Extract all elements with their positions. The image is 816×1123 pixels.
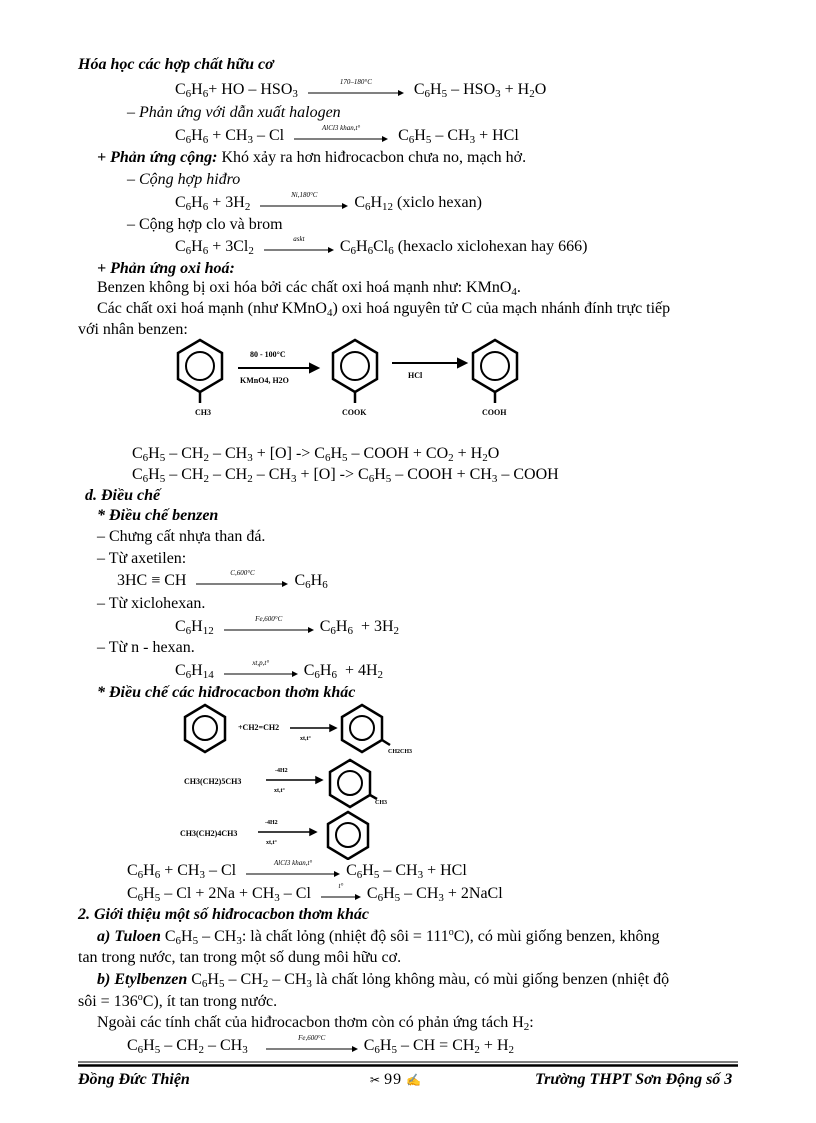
footer-author: Đồng Đức Thiện (78, 1071, 190, 1088)
r1-product-label: CH2CH3 (388, 749, 412, 755)
equation-acetylene: 3HC ≡ CH C,600°C $C_6H_6$ (117, 569, 328, 591)
r2-reactant: CH3(CH2)5CH3 (184, 777, 242, 786)
other-aromatics-figure (170, 700, 430, 860)
equation-sulfonation: $C_6H_6+$ HO – $HSO_3$ 170–180°C $C_6H_5 - HSO_3 + H_2O$ (175, 78, 547, 100)
equation-other-1: $C_6H_6 + CH_3 - Cl$ AlCl3 khan,t° $C_6H_5 - CH_3$ + HCl (127, 859, 467, 881)
r2-arrow (266, 777, 322, 783)
reaction-arrow: Ni,180°C (260, 194, 348, 212)
prep-acetylene: – Từ axetilen: (97, 550, 187, 567)
reaction-arrow: xt,p,t° (224, 662, 298, 680)
reaction-arrow: askt (264, 238, 334, 256)
r1-condition: xt,t° (300, 736, 311, 742)
equation-other-2: $C_6H_5 - Cl + 2Na + CH_3 - Cl$ t° $C_6H_5 - CH_3$ + 2NaCl (127, 882, 503, 904)
prep-benzene-heading: * Điều chế benzen (97, 507, 219, 524)
arrow-1 (238, 364, 318, 372)
r1-reagent: +CH2=CH2 (238, 723, 280, 732)
reaction-arrow: AlCl3 khan,t° (246, 862, 340, 880)
substituent-ch3: CH3 (195, 408, 211, 417)
scissors-left-icon: ✂ (370, 1073, 381, 1087)
oxidation-heading: + Phản ứng oxi hoá: (97, 260, 235, 277)
addition-paragraph: + Phản ứng cộng: Khó xảy ra hơn hiđrocacbon chưa no, mạch hở. (97, 149, 527, 166)
prep-cyclohexane: – Từ xiclohexan. (97, 595, 206, 612)
r2-top-label: -4H2 (275, 768, 288, 774)
arrow-2 (392, 359, 466, 367)
section-2-heading: 2. Giới thiệu một số hiđrocacbon thơm khác (78, 906, 369, 923)
oxidation-paragraph-1: Benzen không bị oxi hóa bởi các chất oxi hoá mạnh như: KMnO$_4$. (97, 279, 521, 298)
header-title: Hóa học các hợp chất hữu cơ (78, 56, 274, 73)
reaction-arrow: Fe,600°C (266, 1037, 358, 1055)
benzene-ring-product-3 (328, 812, 368, 859)
preparation-heading: d. Điều chế (85, 487, 161, 504)
ethylbenzene-paragraph-2: sôi = $136^oC$), ít tan trong nước. (78, 992, 278, 1010)
r2-condition: xt,t° (274, 788, 285, 794)
oxidation-paragraph-2b: với nhân benzen: (78, 321, 188, 338)
benzene-ring-2 (333, 340, 377, 403)
equation-chlorination: $C_6H_6 + 3Cl_2$ askt $C_6H_6Cl_6$ (hexaclo xiclohexan hay 666) (175, 235, 588, 257)
benzene-ring-1 (178, 340, 222, 403)
hydrogen-heading: – Cộng hợp hiđro (127, 171, 241, 188)
equation-alkylation: $C_6H_6 + CH_3 - Cl$ AlCl3 khan,t° $C_6H_5 - CH_3$ + HCl (175, 124, 519, 146)
toluene-paragraph-1: a) Tuloen $C_6H_5 - CH_3$: là chất lỏng (nhiệt độ sôi = $111^oC$), có mùi giống benzen, không (97, 927, 660, 947)
benzene-ring-3 (473, 340, 517, 403)
equation-cyclohexane: $C_6H_{12}$ Fe,600°C $C_6H_6 + 3H_2$ (175, 615, 400, 637)
r3-arrow (258, 829, 316, 835)
halogen-derivative-heading: – Phản ứng với dẫn xuất halogen (127, 104, 341, 121)
oxidation-paragraph-2a: Các chất oxi hoá mạnh (như KMnO$_4$) oxi hoá nguyên tử C của mạch nhánh đính trực tiếp (97, 300, 671, 319)
prep-coal-tar: – Chưng cất nhựa than đá. (97, 528, 266, 545)
r3-reactant: CH3(CH2)4CH3 (180, 829, 238, 838)
pencil-icon: ✍ (406, 1073, 422, 1087)
reaction-arrow: Fe,600°C (224, 618, 314, 636)
footer-divider (78, 1060, 738, 1068)
equation-hydrogenation: $C_6H_6 + 3H_2$ Ni,180°C $C_6H_{12}$ (xiclo hexan) (175, 191, 482, 213)
dehydrogenation-text: Ngoài các tính chất của hiđrocacbon thơm còn có phản ứng tách $H_2$: (97, 1014, 534, 1033)
reaction-arrow: AlCl3 khan,t° (294, 127, 388, 145)
r3-top-label: -4H2 (265, 820, 278, 826)
substituent-cooh: COOH (482, 408, 507, 417)
reaction-arrow: t° (321, 885, 361, 903)
oxidation-equation-2: $C_6H_5 - CH_2 - CH_2 - CH_3 + [O] -> C_6H_5$ – COOH + $CH_3$ – COOH (132, 466, 559, 485)
prep-other-heading: * Điều chế các hiđrocacbon thơm khác (97, 684, 356, 701)
prep-hexane: – Từ n - hexan. (97, 639, 195, 656)
arrow-1-top-label: 80 - 100°C (250, 350, 286, 359)
equation-dehydrogenation: $C_6H_5 - CH_2 - CH_3$ Fe,600°C $C_6H_5$ – CH = $CH_2 + H_2$ (127, 1034, 514, 1056)
benzene-ring-toluene (330, 760, 377, 807)
toluene-paragraph-2: tan trong nước, tan trong một số dung môi hữu cơ. (78, 949, 402, 966)
ethylbenzene-paragraph-1: b) Etylbenzen $C_6H_5 - CH_2 - CH_3$ là chất lỏng không màu, có mùi giống benzen (nhiệt độ (97, 971, 670, 990)
halogen-heading: – Cộng hợp clo và brom (127, 216, 283, 233)
footer-page: ✂ 99 ✍ (370, 1071, 422, 1088)
benzene-ring-reactant (185, 705, 225, 752)
reaction-arrow: C,600°C (196, 572, 288, 590)
benzene-ring-ethyl (342, 705, 390, 752)
reaction-arrow: 170–180°C (308, 81, 404, 99)
oxidation-scheme-figure (170, 335, 530, 425)
r2-product-label: CH3 (375, 800, 387, 806)
arrow-1-bottom-label: KMnO4, H2O (240, 376, 289, 385)
substituent-cook: COOK (342, 408, 367, 417)
r1-arrow (290, 725, 336, 731)
footer-school: Trường THPT Sơn Động số 3 (535, 1071, 733, 1088)
oxidation-equation-1: $C_6H_5 - CH_2 - CH_3 + [O] -> C_6H_5$ – COOH + $CO_2 + H_2O$ (132, 445, 500, 464)
r3-condition: xt,t° (266, 840, 277, 846)
arrow-2-label: HCl (408, 371, 423, 380)
equation-hexane: $C_6H_{14}$ xt,p,t° $C_6H_6 + 4H_2$ (175, 659, 384, 681)
